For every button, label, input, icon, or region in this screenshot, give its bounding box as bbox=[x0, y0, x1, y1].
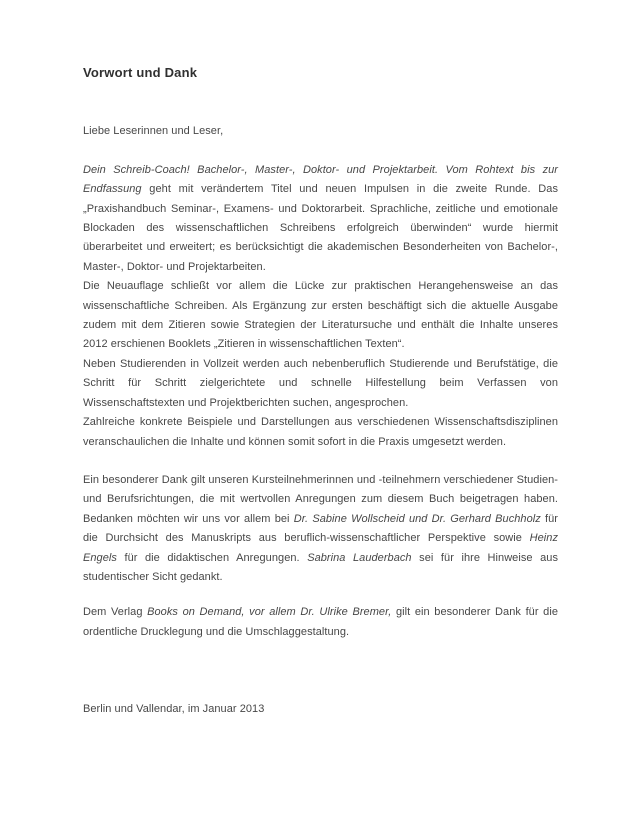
page-title: Vorwort und Dank bbox=[83, 65, 198, 80]
paragraph-zielgruppe: Neben Studierenden in Vollzeit werden auch nebenberuflich Studierende und Berufstätige, die Schritt für Schritt zielgerichtete und schnelle Hilfestellung beim Verfassen von Wissenschaftstexten und Projektberichten suchen, angesprochen. bbox=[83, 357, 558, 409]
name-wollscheid-buchholz-italic: Dr. Sabine Wollscheid und Dr. Gerhard Buchholz bbox=[293, 512, 541, 525]
danksagung-text-4: sei für ihre Hinweise aus studentischer Sicht gedankt. bbox=[83, 551, 558, 583]
danksagung-text-1: Ein besonderer Dank gilt unseren Kursteilnehmerinnen und -teilnehmern verschiedener Studien- und Berufsrichtungen, die mit wertvollen Anregungen zum diesem Buch beigetragen haben. Bedanken möchten wir uns vor allem bei bbox=[83, 473, 558, 525]
paragraph-book-intro bbox=[83, 161, 558, 277]
verlag-text-2: gilt ein besonderer Dank für die ordentliche Drucklegung und die Umschlaggestaltung. bbox=[83, 606, 559, 638]
danksagung-text-3: für die didaktischen Anregungen. bbox=[116, 551, 308, 564]
paragraph-neuauflage: Die Neuauflage schließt vor allem die Lücke zur praktischen Herangehensweise an das wissenschaftliche Schreiben. Als Ergänzung zur ersten beschäftigt sich die aktuelle Ausgabe zudem mit dem Zitieren sowie Strategien der Literatursuche und enthält die Inhalte unseres 2012 erschienen Booklets „Zitieren in wissenschaftlichen Texten“. bbox=[83, 280, 558, 351]
verlag-text-1: Dem Verlag bbox=[83, 606, 148, 619]
paragraph-danksagung bbox=[83, 471, 558, 587]
verlag-name-italic: Books on Demand, vor allem Dr. Ulrike Bremer, bbox=[147, 606, 392, 619]
closing-place-date-line: Berlin und Vallendar, im Januar 2013 bbox=[83, 703, 265, 716]
book-title-italic: Dein Schreib-Coach! Bachelor-, Master-, Doktor- und Projektarbeit. Vom Rohtext bis zur Endfassung bbox=[83, 163, 558, 196]
danksagung-text-2: für die Durchsicht des Manuskripts aus beruflich-wissenschaftlicher Perspektive sowie bbox=[83, 512, 558, 545]
name-sabrina-lauderbach-italic: Sabrina Lauderbach bbox=[307, 551, 412, 564]
salutation-line: Liebe Leserinnen und Leser, bbox=[83, 125, 224, 138]
paragraph-verlag bbox=[83, 603, 558, 642]
name-heinz-engels-italic: Heinz Engels bbox=[83, 532, 558, 564]
paragraph-book-intro-text: geht mit verändertem Titel und neuen Impulsen in die zweite Runde. Das „Praxishandbuch Seminar-, Examens- und Doktorarbeit. Sprachliche, zeitliche und emotionale Blockaden des wissenschaftlichen Schreibens erfolgreich überwinden“ wurde hiermit überarbeitet und erweitert; es berücksichtigt die akademischen Besonderheiten von Bachelor-, Master-, Doktor- und Projektarbeiten. bbox=[83, 183, 558, 273]
paragraph-beispiele: Zahlreiche konkrete Beispiele und Darstellungen aus verschiedenen Wissenschaftsdisziplinen veranschaulichen die Inhalte und können somit sofort in die Praxis umgesetzt werden. bbox=[83, 416, 558, 448]
